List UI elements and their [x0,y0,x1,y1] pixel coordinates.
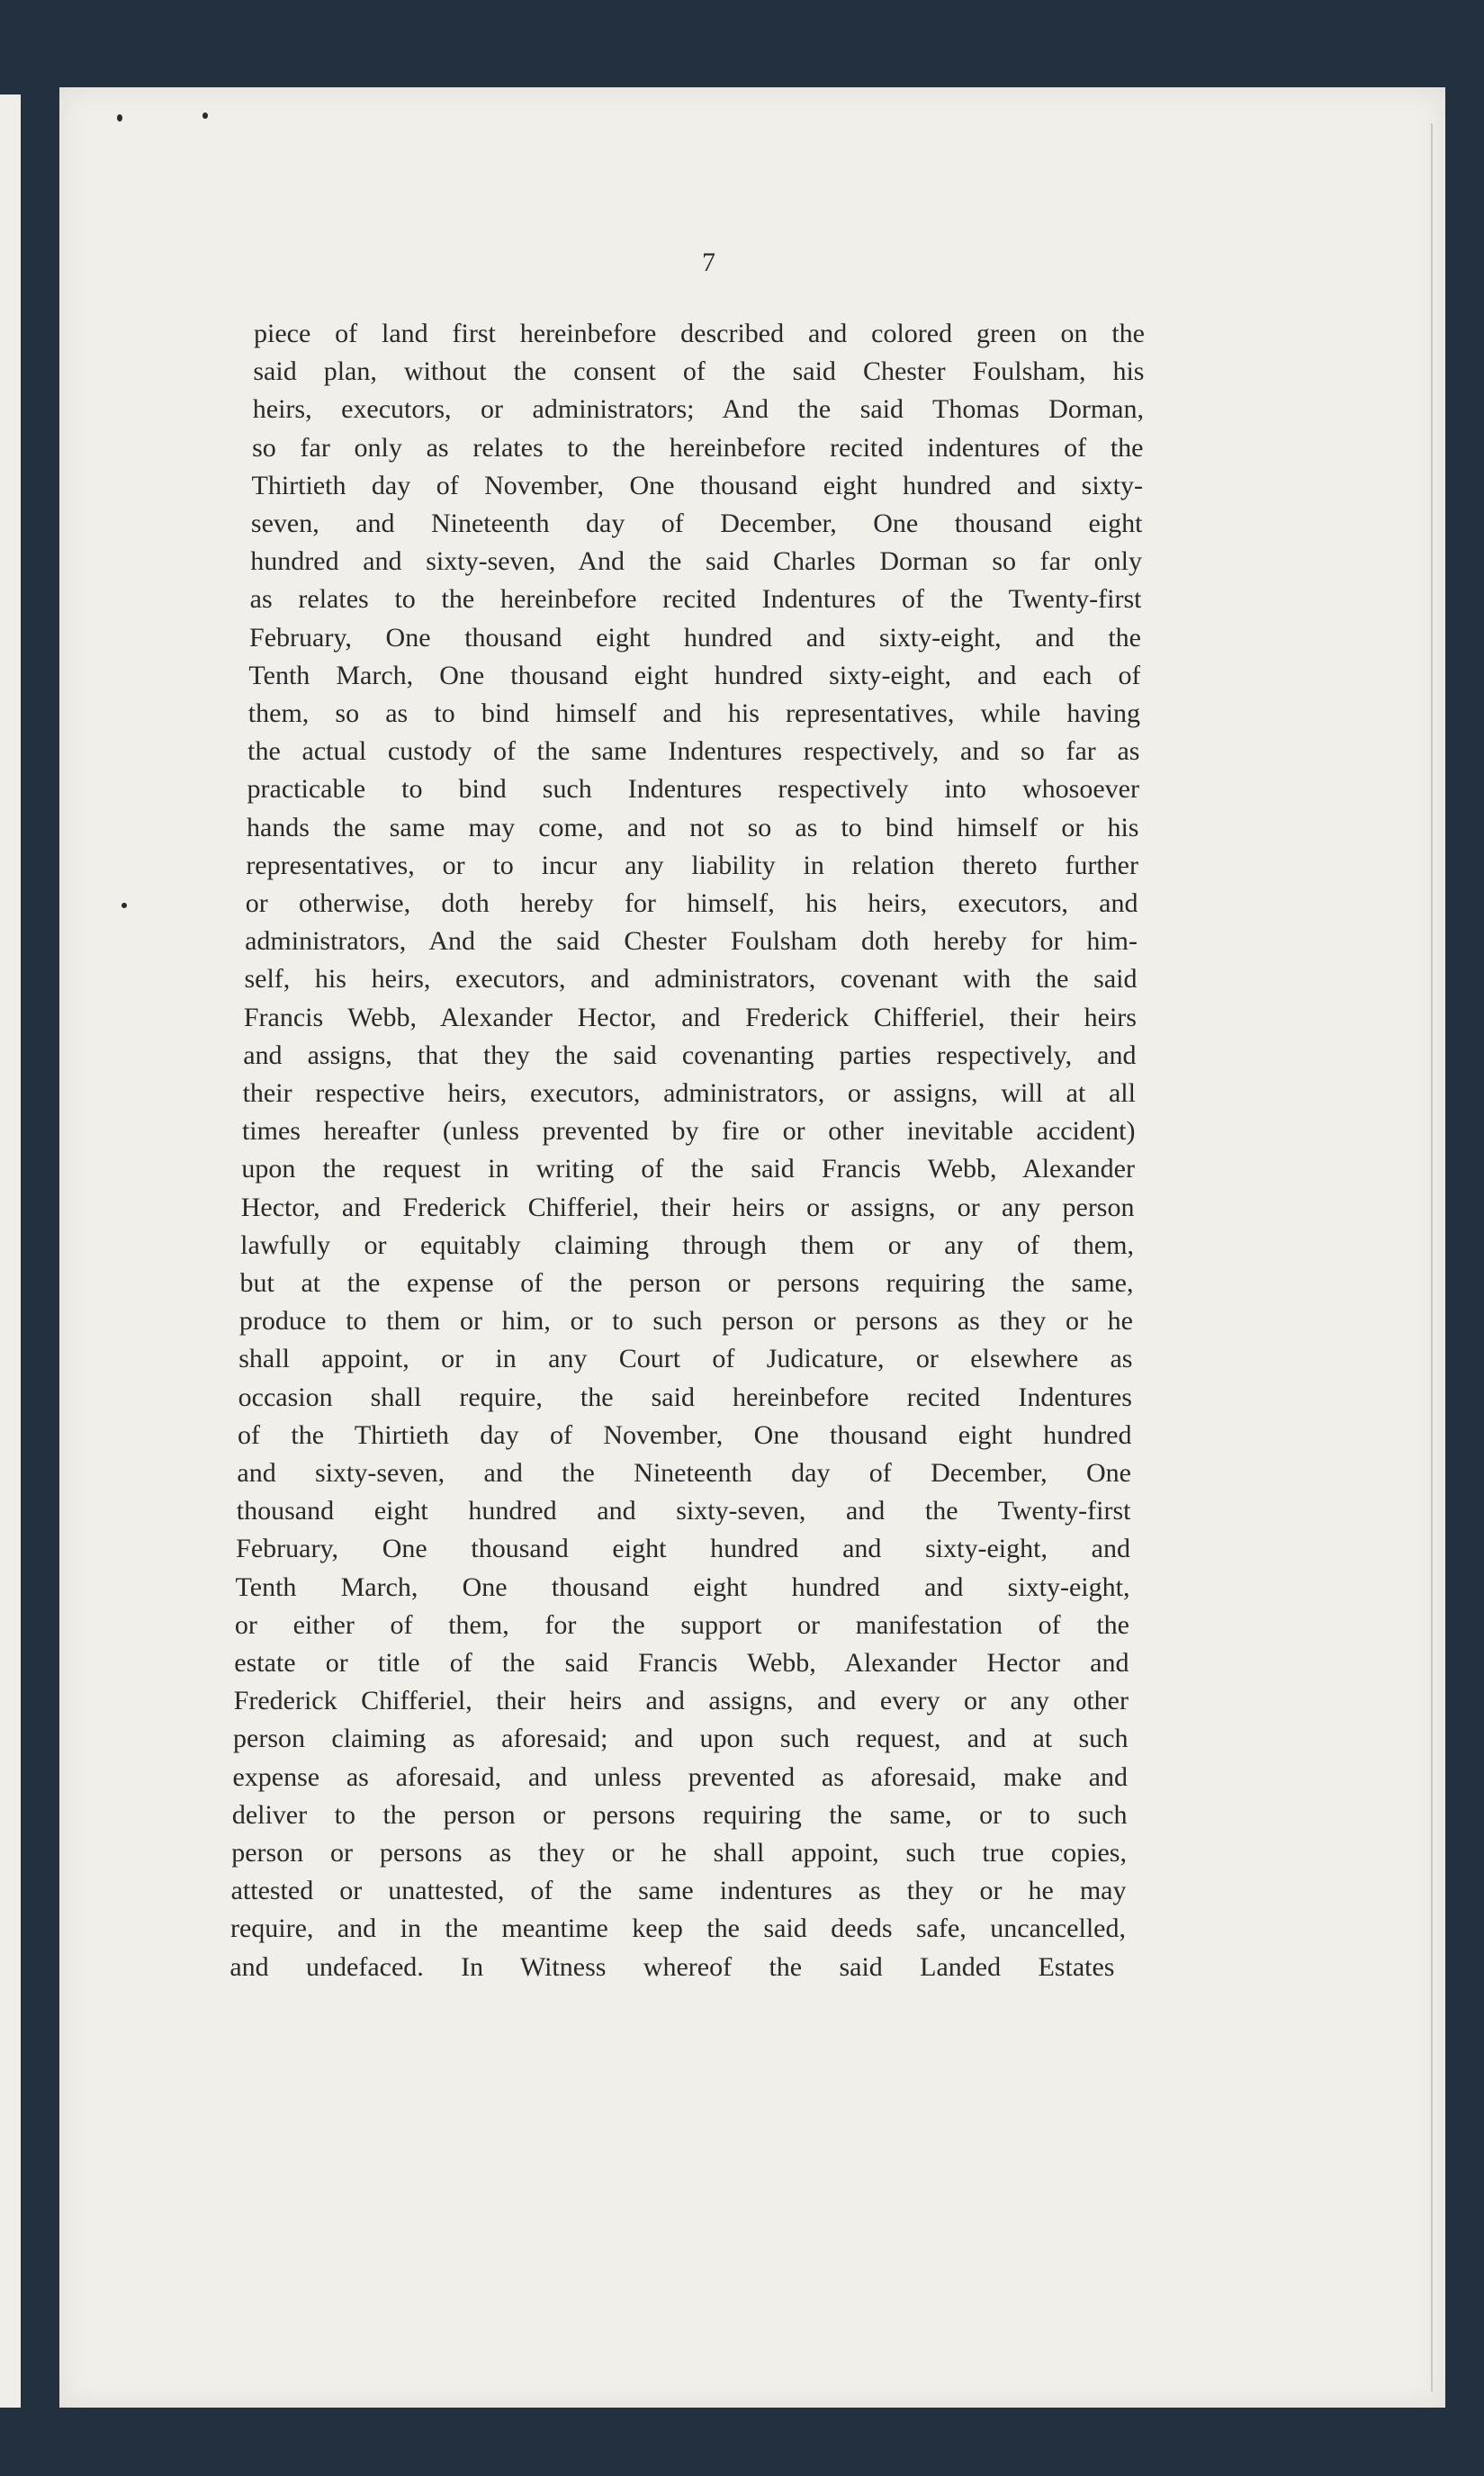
text-line: their respective heirs, executors, administrators, or assigns, will at all [242,1078,1136,1108]
text-line: representatives, or to incur any liability in relation thereto further [246,850,1138,880]
ink-speck [117,114,122,122]
text-line: as relates to the hereinbefore recited Indentures of the Twenty-first [249,584,1142,615]
text-line: but at the expense of the person or persons requiring the same, [239,1268,1134,1298]
text-line: practicable to bind such Indentures respectively into whosoever [247,774,1139,805]
text-line: upon the request in writing of the said Francis Webb, Alexander [241,1154,1135,1184]
text-line: lawfully or equitably claiming through them or any of them, [240,1229,1134,1260]
text-line: so far only as relates to the hereinbefore recited indentures of the [252,432,1144,463]
text-line: deliver to the person or persons requiring the same, or to such [231,1799,1128,1830]
adjacent-page-edge [0,95,21,2408]
text-line: produce to them or him, or to such person or persons as they or he [238,1306,1133,1337]
text-line: times hereafter (unless prevented by fire or other inevitable accident) [241,1116,1136,1147]
text-line: occasion shall require, the said hereinbefore recited Indentures [238,1382,1132,1412]
document-page [59,87,1445,2408]
text-line: Frederick Chifferiel, their heirs and assigns, and every or any other [233,1686,1129,1716]
text-line: Francis Webb, Alexander Hector, and Frederick Chifferiel, their heirs [243,1002,1137,1032]
text-line: seven, and Nineteenth day of December, One thousand eight [250,509,1143,538]
text-line: hundred and sixty-seven, And the said Charles Dorman so far only [250,546,1142,577]
text-line: or otherwise, doth hereby for himself, his heirs, executors, and [245,888,1138,918]
text-line: administrators, And the said Chester Foulsham doth hereby for him- [245,926,1138,957]
text-line: them, so as to bind himself and his representatives, while having [247,698,1140,728]
text-line: person or persons as they or he shall appoint, such true copies, [231,1838,1127,1868]
text-line: or either of them, for the support or manifestation of the [234,1609,1129,1640]
text-line: expense as aforesaid, and unless prevented as aforesaid, make and [232,1761,1128,1792]
text-line: hands the same may come, and not so as to bind himself or his [246,812,1139,842]
text-line: require, and in the meantime keep the said deeds safe, uncancelled, [229,1913,1126,1944]
text-line: of the Thirtieth day of November, One thousand eight hundred [238,1419,1132,1450]
text-line: piece of land first hereinbefore described and colored green on the [254,319,1145,348]
ink-speck [121,903,127,908]
text-line: and sixty-seven, and the Nineteenth day of December, One [237,1458,1131,1488]
page-fold-line [1431,123,1433,2391]
text-line: said plan, without the consent of the said Chester Foulsham, his [253,356,1145,387]
text-line: Hector, and Frederick Chifferiel, their heirs or assigns, or any person [240,1192,1135,1222]
text-line: February, One thousand eight hundred and sixty-eight, and the [249,622,1141,653]
text-line: and undefaced. In Witness whereof the said Landed Estates [229,1951,1115,1982]
text-line: and assigns, that they the said covenanting parties respectively, and [243,1040,1137,1070]
text-line: heirs, executors, or administrators; And the said Thomas Dorman, [252,394,1144,425]
text-line: self, his heirs, executors, and administrators, covenant with the said [244,964,1138,995]
text-line: Tenth March, One thousand eight hundred and sixty-eight, [235,1571,1130,1602]
text-line: thousand eight hundred and sixty-seven, and the Twenty-first [236,1496,1131,1526]
text-line: February, One thousand eight hundred and sixty-eight, and [236,1534,1130,1564]
text-line: shall appoint, or in any Court of Judicature, or elsewhere as [238,1344,1133,1374]
ink-speck [202,113,208,119]
text-line: attested or unattested, of the same indentures as they or he may [230,1876,1127,1906]
page-number: 7 [702,248,715,277]
text-line: Thirtieth day of November, One thousand eight hundred and sixty- [251,470,1143,500]
text-line: Tenth March, One thousand eight hundred sixty-eight, and each of [248,660,1141,690]
text-line: the actual custody of the same Indentures respectively, and so far as [247,736,1140,767]
text-line: person claiming as aforesaid; and upon such request, and at such [233,1724,1129,1754]
text-line: estate or title of the said Francis Webb, Alexander Hector and [234,1648,1129,1678]
